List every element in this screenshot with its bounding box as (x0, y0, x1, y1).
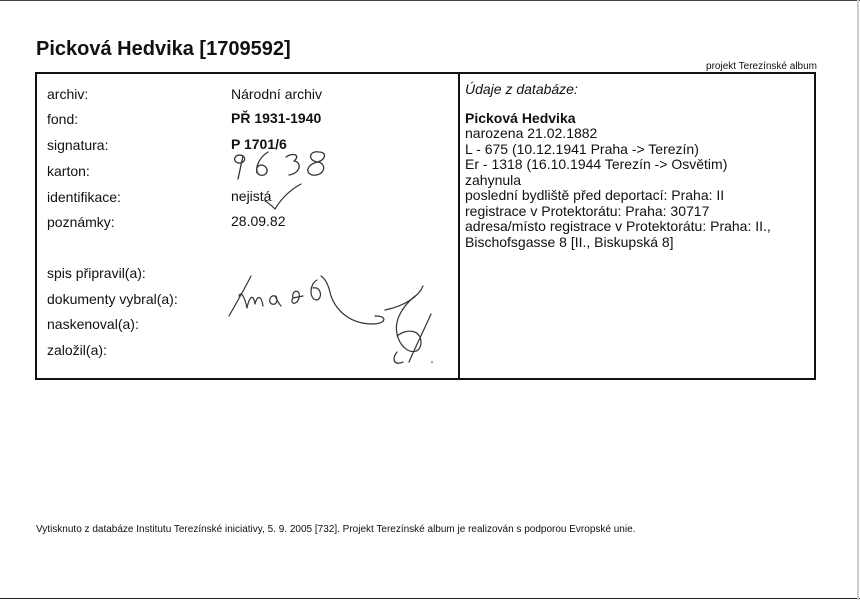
field-label-dokumenty-vybral: dokumenty vybral(a): (47, 291, 178, 307)
handwritten-karton-value (223, 146, 343, 182)
scan-right-edge (857, 0, 859, 600)
fate-line: zahynula (465, 171, 522, 188)
field-value-poznamky: 28.09.82 (231, 213, 286, 229)
field-label-archiv: archiv: (47, 86, 89, 102)
field-value-fond: PŘ 1931-1940 (231, 110, 322, 126)
field-label-identifikace: identifikace: (47, 189, 121, 205)
field-label-karton: karton: (47, 163, 90, 179)
field-value-signatura: P 1701/6 (231, 136, 287, 152)
field-label-poznamky: poznámky: (47, 214, 115, 230)
birth-line: narozena 21.02.1882 (465, 125, 598, 141)
column-divider (458, 74, 460, 378)
project-label: projekt Terezínské album (706, 61, 817, 72)
handwritten-signatures (225, 266, 445, 374)
field-label-naskenoval: naskenoval(a): (47, 316, 139, 332)
footer-note: Vytisknuto z databáze Institutu Terezínské iniciativy, 5. 9. 2005 [732]. Projekt Terezínské album je realizován s podporou Evropské unie. (36, 524, 636, 535)
field-label-spis-pripravil: spis připravil(a): (47, 265, 146, 281)
field-value-identifikace: nejistá (231, 188, 272, 204)
field-label-fond: fond: (47, 111, 79, 127)
field-label-zalozil: založil(a): (47, 342, 107, 358)
database-heading: Údaje z databáze: (465, 81, 578, 97)
scan-top-edge (0, 0, 860, 1)
person-name: Picková Hedvika (465, 109, 576, 126)
registration-line: registrace v Protektorátu: Praha: 30717 (465, 202, 710, 219)
transport-line-1: L - 675 (10.12.1941 Praha -> Terezín) (465, 140, 699, 157)
scan-bottom-edge (0, 598, 860, 599)
handwritten-check-mark (263, 182, 303, 212)
database-panel (465, 82, 815, 250)
transport-line-2: Er - 1318 (16.10.1944 Terezín -> Osvětim) (465, 156, 728, 172)
address-continuation-line: Bischofsgasse 8 [II., Biskupská 8] (465, 233, 674, 250)
page-title: Picková Hedvika [1709592] (36, 38, 291, 60)
field-label-signatura: signatura: (47, 137, 109, 153)
record-card (35, 72, 816, 380)
last-residence-line: poslední bydliště před deportací: Praha: II (465, 187, 725, 203)
field-value-archiv: Národní archiv (231, 86, 323, 102)
registration-address-line: adresa/místo registrace v Protektorátu: Praha: II., (465, 218, 771, 234)
